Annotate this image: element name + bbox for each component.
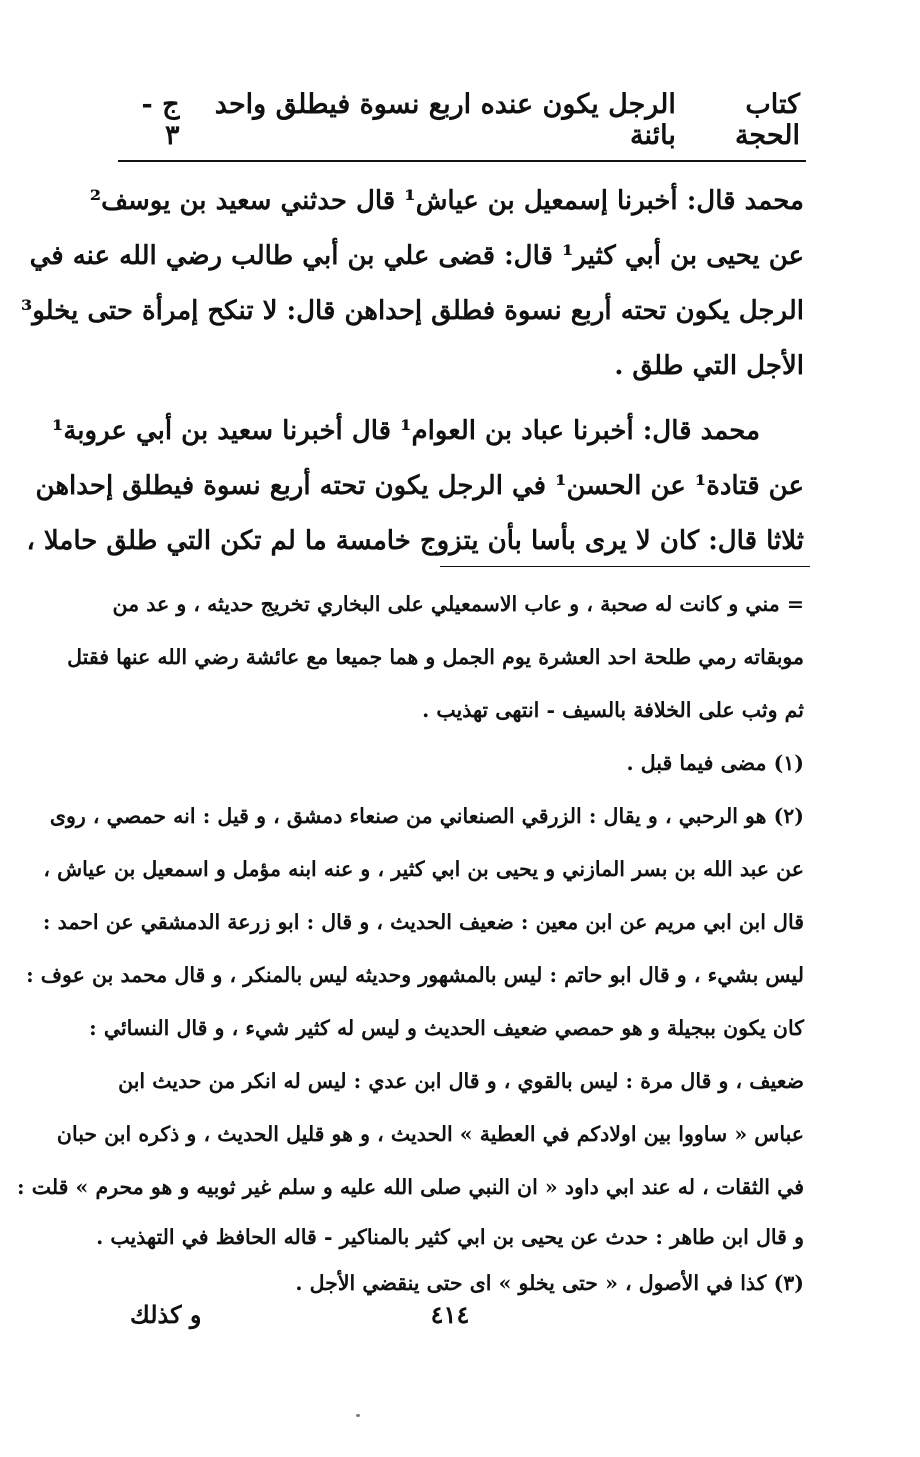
footnote-line: و قال ابن طاهر : حدث عن يحيى بن ابي كثير بالمناكير - قاله الحافظ في التهذيب . [96,1225,804,1249]
footnote-line: ثم وثب على الخلافة بالسيف - انتهى تهذيب . [422,698,804,722]
footnote-line: عن عبد الله بن بسر المازني و يحيى بن ابي كثير ، و عنه ابنه مؤمل و اسمعيل بن عياش ، [43,857,804,881]
footnote-line: ليس بشيء ، و قال ابو حاتم : ليس بالمشهور وحديثه ليس بالمنكر ، و قال محمد بن عوف : [26,963,804,987]
footnote-line: قال ابن ابي مريم عن ابن معين : ضعيف الحديث ، و قال : ابو زرعة الدمشقي عن احمد : [42,910,804,934]
main-text [20,174,804,569]
header-rule [118,160,806,162]
main-text-line: عن قتادة¹ عن الحسن¹ في الرجل يكون تحته أربع نسوة فيطلق إحداهن [35,471,804,501]
footnotes [17,578,804,1306]
main-text-line: الأجل التي طلق . [614,351,804,381]
chapter-title: الرجل يكون عنده اربع نسوة فيطلق واحد بائنة [214,89,676,151]
page-number: ٤١٤ [430,1300,470,1329]
footnote-line: كان يكون ببجيلة و هو حمصي ضعيف الحديث و ليس له كثير شيء ، و قال النسائي : [89,1016,804,1040]
main-text-line: عن يحيى بن أبي كثير¹ قال: قضى علي بن أبي طالب رضي الله عنه في [29,241,804,271]
footnote-rule [440,566,810,567]
footnote-line: في الثقات ، له عند ابي داود « ان النبي صلى الله عليه و سلم غير ثوبيه و هو محرم » قلت : [17,1175,804,1199]
book-title: كتاب الحجة [734,89,800,151]
footnote-line: = مني و كانت له صحبة ، و عاب الاسمعيلي على البخاري تخريج حديثه ، و عد من [112,592,804,616]
catchword: و كذلك [130,1300,202,1329]
speck-mark [356,1414,360,1417]
footnote-line: (٢) هو الرحبي ، و يقال : الزرقي الصنعاني من صنعاء دمشق ، و قيل : انه حمصي ، روى [49,804,804,828]
footnote-line: (٣) كذا في الأصول ، « حتى يخلو » اى حتى ينقضي الأجل . [295,1271,804,1295]
main-text-line: ثلاثا قال: كان لا يرى بأسا بأن يتزوج خامسة ما لم تكن التي طلق حاملا ، [26,526,804,556]
footnote-line: (١) مضى فيما قبل . [626,751,804,775]
running-head [120,89,800,151]
main-text-line: محمد قال: أخبرنا عباد بن العوام¹ قال أخبرنا سعيد بن أبي عروبة¹ [51,416,760,446]
main-text-line: الرجل يكون تحته أربع نسوة فطلق إحداهن قال: لا تنكح إمرأة حتى يخلو³ [20,296,804,326]
volume-number: ج - ٣ [141,89,180,151]
footnote-line: ضعيف ، و قال مرة : ليس بالقوي ، و قال ابن عدي : ليس له انكر من حديث ابن [118,1069,804,1093]
footnote-line: موبقاته رمي طلحة احد العشرة يوم الجمل و هما جميعا مع عائشة رضي الله عنها فقتل [67,645,804,669]
footnote-line: عباس « ساووا بين اولادكم في العطية » الحديث ، و هو قليل الحديث ، و ذكره ابن حبان [56,1122,804,1146]
main-text-line: محمد قال: أخبرنا إسمعيل بن عياش¹ قال حدثني سعيد بن يوسف² [89,186,804,216]
